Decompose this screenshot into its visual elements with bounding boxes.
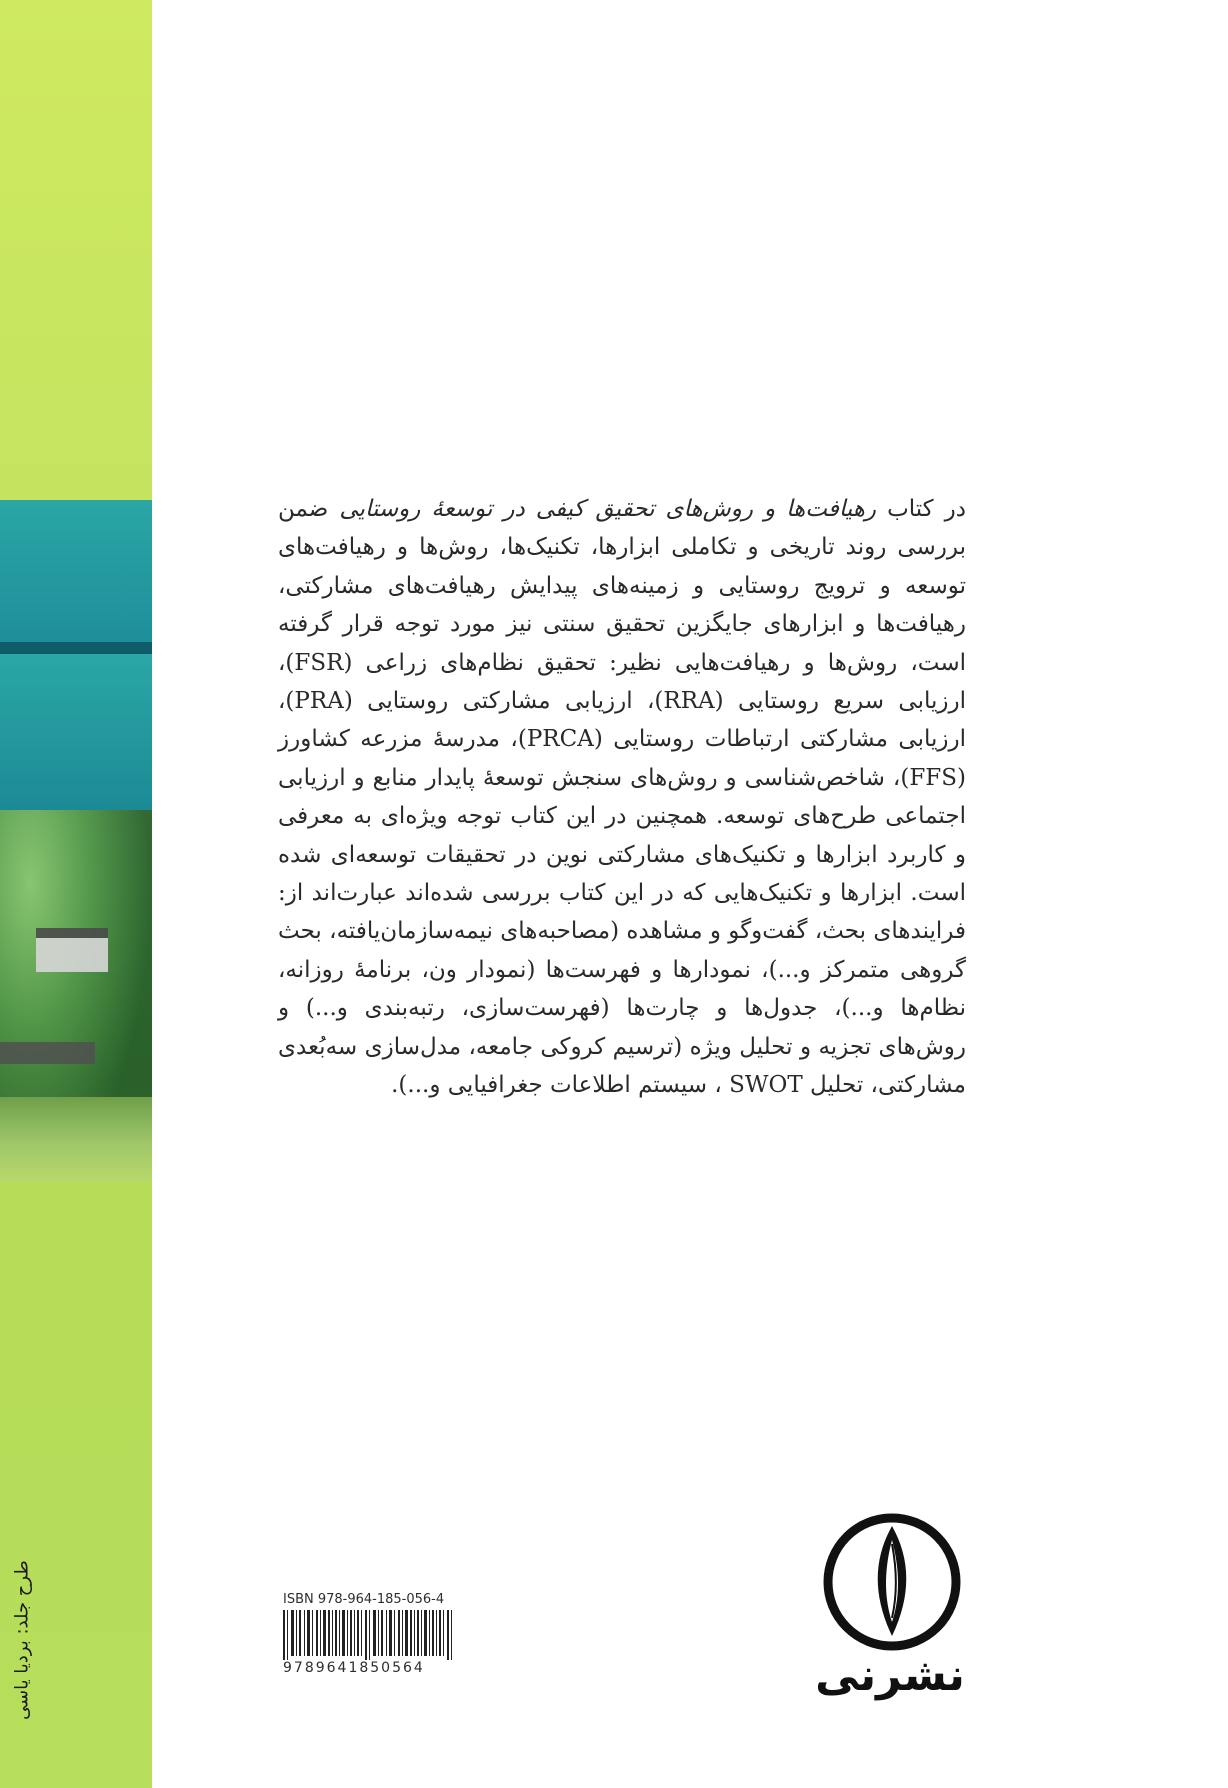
field-shape [0, 1097, 152, 1182]
left-color-band [0, 0, 152, 1788]
isbn-label: ISBN 978-964-185-056-4 [283, 1592, 445, 1607]
publisher-name: نشرنی [815, 1650, 965, 1701]
isbn-barcode-block [283, 1592, 473, 1682]
barcode-number: 9789641850564 [283, 1660, 425, 1676]
publisher-emblem-icon [820, 1510, 964, 1654]
book-title-italic: رهیافت‌ها و روش‌های تحقیق کیفی در توسعهٔ روستایی [339, 496, 877, 522]
teal-stripe-upper [0, 500, 152, 642]
dark-teal-divider [0, 642, 152, 654]
intro-prefix: در کتاب [876, 496, 966, 522]
lime-stripe-top [0, 0, 152, 500]
village-house-shape [36, 928, 108, 972]
cover-designer-credit: طرح جلد: بردیا یاسی [11, 1560, 33, 1720]
publisher-logo [815, 1510, 965, 1701]
description-body: ضمن بررسی روند تاریخی و تکاملی ابزارها، تکنیک‌ها، روش‌ها و رهیافت‌های توسعه و ترویج روستایی و زمینه‌های پیدایش رهیافت‌های مشارکتی، رهیافت‌ها و ابزارهای جایگزین تحقیق سنتی نیز مورد توجه قرار گرفته است، روش‌ها و رهیافت‌هایی نظیر: تحقیق نظام‌های زراعی (FSR)، ارزیابی سریع روستایی (RRA)، ارزیابی مشارکتی روستایی (PRA)، ارزیابی مشارکتی ارتباطات روستایی (PRCA)، مدرسهٔ مزرعه کشاورز (FFS)، شاخص‌شناسی و روش‌های سنجش توسعهٔ پایدار منابع و ارزیابی اجتماعی طرح‌های توسعه. همچنین در این کتاب توجه ویژه‌ای به معرفی و کاربرد ابزارها و تکنیک‌های مشارکتی نوین در تحقیقات توسعه‌ای شده است. ابزارها و تکنیک‌هایی که در این کتاب بررسی شده‌اند عبارت‌اند از: فرایندهای بحث، گفت‌وگو و مشاهده (مصاحبه‌های نیمه‌سازمان‌یافته، بحث گروهی متمرکز و...)، نمودارها و فهرست‌ها (نمودار ون، برنامهٔ روزانه، نظام‌ها و...)، جدول‌ها و چارت‌ها (فهرست‌سازی، رتبه‌بندی و...) و روش‌های تجزیه و تحلیل ویژه (ترسیم کروکی جامعه، مدل‌سازی سه‌بُعدی مشارکتی، تحلیل SWOT ، سیستم اطلاعات جغرافیایی و...). [278, 496, 967, 1099]
village-roof-shape [0, 1042, 95, 1064]
village-photo-strip [0, 810, 152, 1182]
teal-stripe-lower [0, 654, 152, 810]
back-cover-description [278, 490, 966, 1105]
